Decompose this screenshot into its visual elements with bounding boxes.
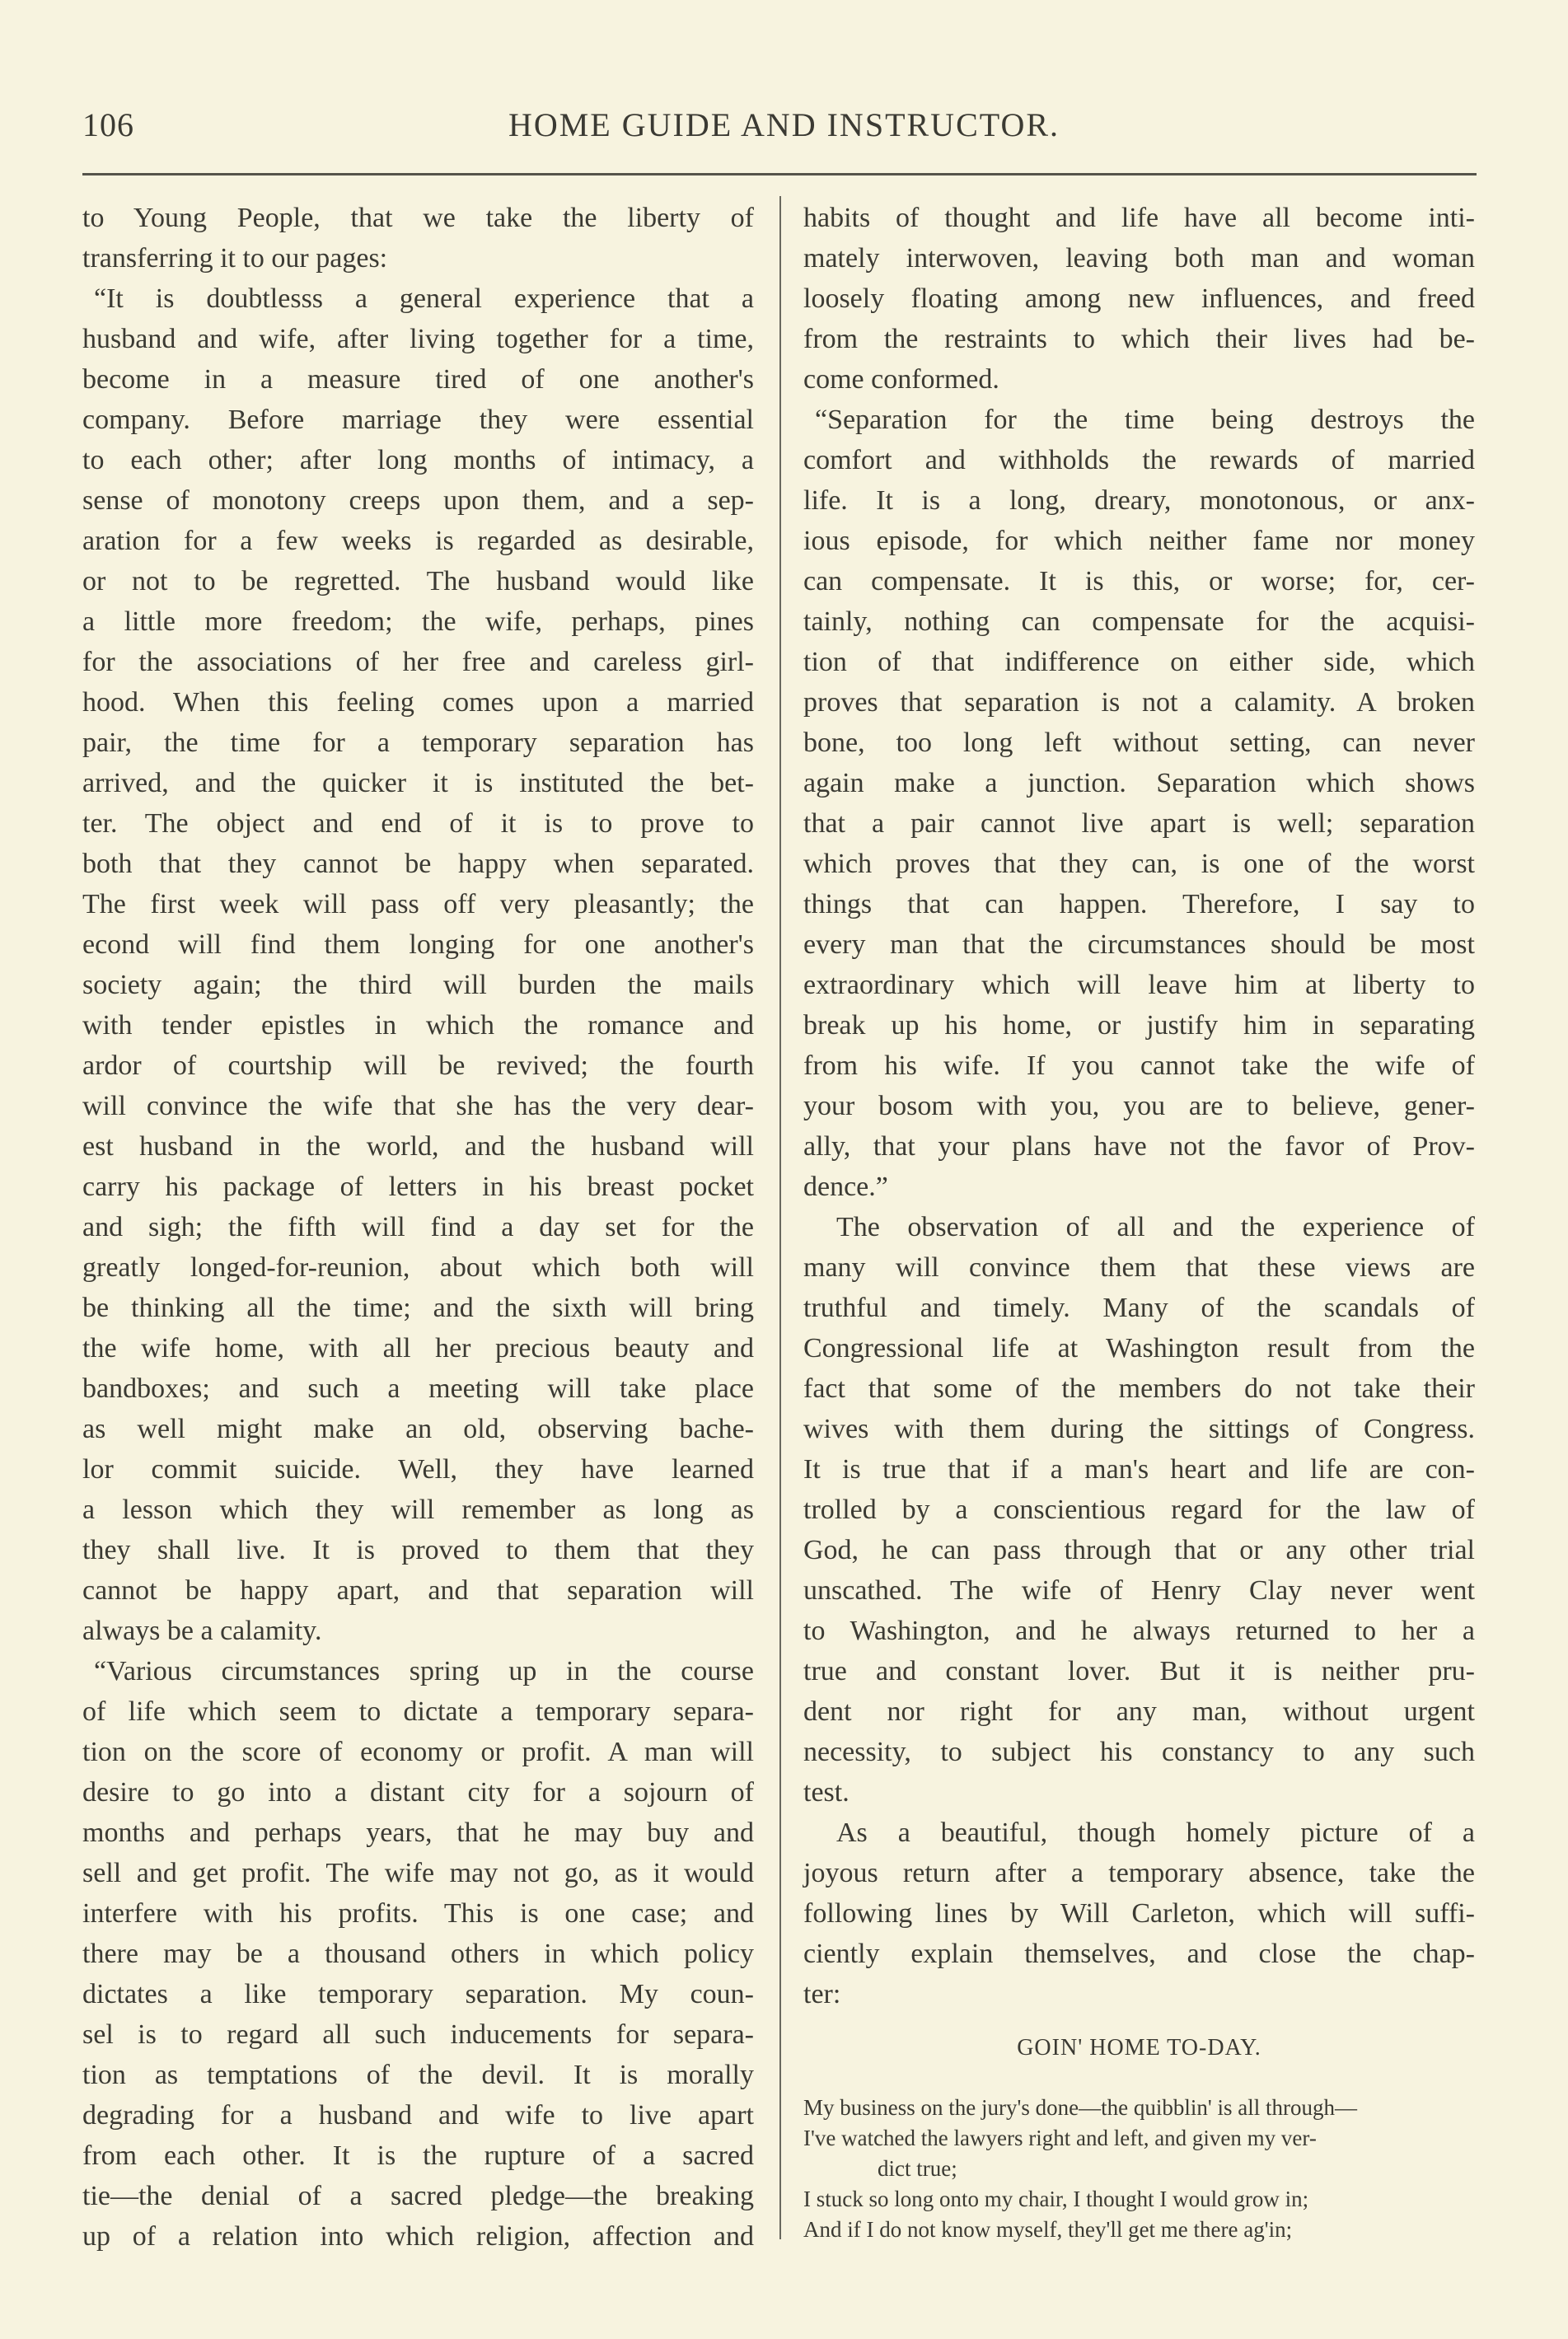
poem-line: I've watched the lawyers right and left, and given my ver-: [803, 2126, 1317, 2150]
text-line: bone, too long left without setting, can never: [803, 727, 1475, 758]
text-line: from each other. It is the rupture of a sacred: [82, 2140, 754, 2171]
text-line: test.: [803, 1777, 850, 1808]
text-line: ciently explain themselves, and close the chap-: [803, 1939, 1475, 1969]
text-line: they shall live. It is proved to them that they: [82, 1535, 754, 1565]
text-line: “It is doubtlesss a general experience that a: [94, 283, 754, 314]
text-line: from his wife. If you cannot take the wife of: [803, 1050, 1475, 1081]
right-column: [803, 198, 1475, 2014]
text-line: God, he can pass through that or any other trial: [803, 1535, 1475, 1565]
text-line: interfere with his profits. This is one case; and: [82, 1898, 754, 1929]
poem-line: And if I do not know myself, they'll get me there ag'in;: [803, 2217, 1293, 2242]
text-line: truthful and timely. Many of the scandals of: [803, 1293, 1475, 1323]
text-line: unscathed. The wife of Henry Clay never went: [803, 1575, 1475, 1606]
text-line: “Separation for the time being destroys the: [815, 405, 1475, 435]
text-line: ious episode, for which neither fame nor money: [803, 526, 1475, 556]
text-line: arrived, and the quicker it is instituted the bet-: [82, 768, 754, 798]
text-line: society again; the third will burden the mails: [82, 970, 754, 1000]
text-line: for the associations of her free and careless girl-: [82, 647, 754, 677]
text-line: trolled by a conscientious regard for the law of: [803, 1495, 1475, 1525]
text-line: following lines by Will Carleton, which will suffi-: [803, 1898, 1475, 1929]
poem-line: My business on the jury's done—the quibblin' is all through—: [803, 2095, 1357, 2120]
text-line: cannot be happy apart, and that separation will: [82, 1575, 754, 1606]
text-line: The observation of all and the experience of: [836, 1212, 1475, 1242]
text-line: both that they cannot be happy when separated.: [82, 849, 754, 879]
text-line: sell and get profit. The wife may not go, as it would: [82, 1858, 754, 1888]
text-line: true and constant lover. But it is neither pru-: [803, 1656, 1475, 1686]
paragraph: [803, 1813, 1475, 2014]
paragraph: [82, 278, 754, 1651]
text-line: necessity, to subject his constancy to any such: [803, 1737, 1475, 1767]
text-line: As a beautiful, though homely picture of a: [836, 1817, 1475, 1848]
text-line: dent nor right for any man, without urgent: [803, 1696, 1475, 1727]
text-line: tie—the denial of a sacred pledge—the breaking: [82, 2181, 754, 2211]
header-rule: [82, 173, 1477, 175]
text-line: Congressional life at Washington result from the: [803, 1333, 1475, 1364]
text-line: your bosom with you, you are to believe, gener-: [803, 1091, 1475, 1121]
text-line: husband and wife, after living together for a time,: [82, 324, 754, 354]
running-head: HOME GUIDE AND INSTRUCTOR.: [508, 106, 1060, 143]
text-line: every man that the circumstances should be most: [803, 929, 1475, 960]
left-column: [82, 198, 754, 2257]
text-line: carry his package of letters in his breast pocket: [82, 1172, 754, 1202]
text-line: fact that some of the members do not take their: [803, 1373, 1475, 1404]
text-line: to Washington, and he always returned to her a: [803, 1616, 1475, 1646]
text-line: can compensate. It is this, or worse; for, cer-: [803, 566, 1475, 596]
poem: [803, 2093, 1475, 2245]
text-line: tion as temptations of the devil. It is morally: [82, 2060, 754, 2090]
text-line: mately interwoven, leaving both man and woman: [803, 243, 1475, 274]
text-line: degrading for a husband and wife to live apart: [82, 2100, 754, 2131]
text-line: wives with them during the sittings of Congress.: [803, 1414, 1475, 1444]
text-line: tion of that indifference on either side, which: [803, 647, 1475, 677]
text-line: ter. The object and end of it is to prove to: [82, 808, 754, 839]
text-line: “Various circumstances spring up in the course: [94, 1656, 754, 1686]
text-line: sense of monotony creeps upon them, and a sep-: [82, 485, 754, 516]
text-line: econd will find them longing for one another's: [82, 929, 754, 960]
text-line: tion on the score of economy or profit. A man will: [82, 1737, 754, 1767]
text-line: comfort and withholds the rewards of married: [803, 445, 1475, 475]
text-line: ally, that your plans have not the favor of Prov-: [803, 1131, 1475, 1162]
text-line: hood. When this feeling comes upon a married: [82, 687, 754, 718]
text-line: extraordinary which will leave him at liberty to: [803, 970, 1475, 1000]
paragraph: [803, 1207, 1475, 1813]
text-line: of life which seem to dictate a temporary separa-: [82, 1696, 754, 1727]
text-line: which proves that they can, is one of the worst: [803, 849, 1475, 879]
paragraph: [803, 400, 1475, 1207]
page-number: 106: [82, 106, 134, 143]
text-line: many will convince them that these views are: [803, 1252, 1475, 1283]
text-line: a little more freedom; the wife, perhaps, pines: [82, 606, 754, 637]
text-line: joyous return after a temporary absence, take the: [803, 1858, 1475, 1888]
text-line: with tender epistles in which the romance and: [82, 1010, 754, 1041]
text-line: life. It is a long, dreary, monotonous, or anx-: [803, 485, 1475, 516]
paragraph: [803, 198, 1475, 400]
text-line: again make a junction. Separation which shows: [803, 768, 1475, 798]
text-line: dictates a like temporary separation. My coun-: [82, 1979, 754, 2009]
text-line: ardor of courtship will be revived; the fourth: [82, 1050, 754, 1081]
paragraph: [82, 1651, 754, 2257]
text-line: pair, the time for a temporary separation has: [82, 727, 754, 758]
text-line: loosely floating among new influences, and freed: [803, 283, 1475, 314]
text-line: bandboxes; and such a meeting will take place: [82, 1373, 754, 1404]
text-line: ter:: [803, 1979, 841, 2009]
text-line: as well might make an old, observing bache-: [82, 1414, 754, 1444]
text-line: dence.”: [803, 1172, 888, 1202]
text-line: become in a measure tired of one another's: [82, 364, 754, 395]
text-line: the wife home, with all her precious beauty and: [82, 1333, 754, 1364]
text-line: It is true that if a man's heart and life are con-: [803, 1454, 1475, 1485]
text-line: will convince the wife that she has the very dear-: [82, 1091, 754, 1121]
text-line: lor commit suicide. Well, they have learned: [82, 1454, 754, 1485]
text-line: from the restraints to which their lives had be-: [803, 324, 1475, 354]
text-line: The first week will pass off very pleasantly; the: [82, 889, 754, 919]
text-line: tainly, nothing can compensate for the acquisi-: [803, 606, 1475, 637]
text-line: transferring it to our pages:: [82, 243, 388, 274]
text-line: there may be a thousand others in which policy: [82, 1939, 754, 1969]
text-line: habits of thought and life have all become inti-: [803, 203, 1475, 233]
text-line: desire to go into a distant city for a sojourn of: [82, 1777, 754, 1808]
text-line: break up his home, or justify him in separating: [803, 1010, 1475, 1041]
poem-title: GOIN' HOME TO-DAY.: [1017, 2035, 1261, 2061]
text-line: and sigh; the fifth will find a day set for the: [82, 1212, 754, 1242]
text-line: aration for a few weeks is regarded as desirable,: [82, 526, 754, 556]
text-line: company. Before marriage they were essential: [82, 405, 754, 435]
text-line: be thinking all the time; and the sixth will bring: [82, 1293, 754, 1323]
text-line: always be a calamity.: [82, 1616, 322, 1646]
text-line: est husband in the world, and the husband will: [82, 1131, 754, 1162]
text-line: months and perhaps years, that he may buy and: [82, 1817, 754, 1848]
poem-line: I stuck so long onto my chair, I thought I would grow in;: [803, 2187, 1309, 2211]
text-line: that a pair cannot live apart is well; separation: [803, 808, 1475, 839]
poem-line: dict true;: [878, 2156, 957, 2181]
text-line: sel is to regard all such inducements for separa-: [82, 2019, 754, 2050]
paragraph: [82, 198, 754, 278]
text-line: proves that separation is not a calamity. A broken: [803, 687, 1475, 718]
text-line: to each other; after long months of intimacy, a: [82, 445, 754, 475]
text-line: things that can happen. Therefore, I say to: [803, 889, 1475, 919]
text-line: greatly longed-for-reunion, about which both will: [82, 1252, 754, 1283]
text-line: a lesson which they will remember as long as: [82, 1495, 754, 1525]
text-line: come conformed.: [803, 364, 999, 395]
column-divider: [779, 196, 781, 2239]
text-line: up of a relation into which religion, affection and: [82, 2221, 754, 2252]
text-line: or not to be regretted. The husband would like: [82, 566, 754, 596]
text-line: to Young People, that we take the liberty of: [82, 203, 754, 233]
